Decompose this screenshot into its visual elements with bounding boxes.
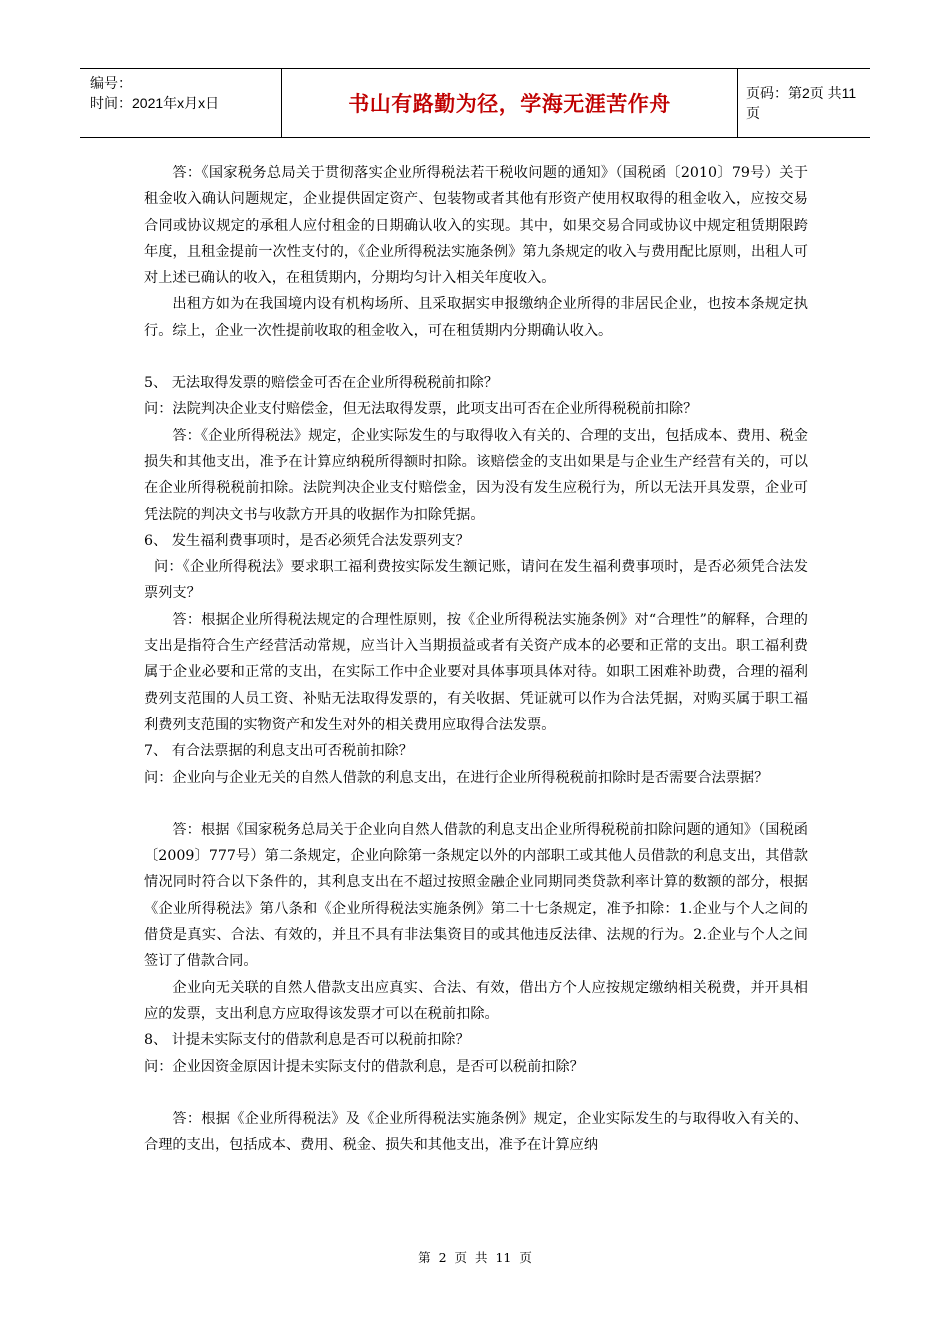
answer-text-6: 答：根据企业所得税法规定的合理性原则，按《企业所得税法实施条例》对“合理性”的解释，合理的支出是指符合生产经营活动常规，应当计入当期损益或者有关资产成本的必要和正常的支出。职工福利费属于企业必要和正常的支出，在实际工作中企业要对具体事项具体对待。如职工困难补助费，合理的福利费列支范围的人员工资、补贴无法取得发票的，有关收据、凭证就可以作为合法凭据，对购买属于职工福利费列支范围的实物资产和发生对外的相关费用应取得合法发票。 [144,611,808,733]
document-date: 时间：2021年x月x日 [90,95,220,111]
header-page-info: 页码：第2页 共11页 [746,85,857,121]
question-heading-5: 5、 无法取得发票的赔偿金可否在企业所得税税前扣除？ [144,375,499,392]
answer-text-7: 答：根据《国家税务总局关于企业向自然人借款的利息支出企业所得税税前扣除问题的通知》（国税函〔2009〕777号）第二条规定，企业向除第一条规定以外的内部职工或其他人员借款的利息支出，其借款情况同时符合以下条件的，其利息支出在不超过按照金融企业同期同类贷款利率计算的数额的部分，根据《企业所得税法》第八条和《企业所得税法实施条例》第二十七条规定，准予扣除：1.企业与个人之间的借贷是真实、合法、有效的，并且不具有非法集资目的或其他违反法律、法规的行为。2.企业与个人之间签订了借款合同。 [144,821,808,970]
question-text-5: 问：法院判决企业支付赔偿金，但无法取得发票，此项支出可否在企业所得税税前扣除？ [144,401,698,418]
header-table [80,68,870,138]
question-text-6: 问：《企业所得税法》要求职工福利费按实际发生额记账，请问在发生福利费事项时，是否必须凭合法发票列支？ [144,559,808,602]
document-number-label: 编号： [90,75,132,91]
question-heading-6: 6、 发生福利费事项时，是否必须凭合法发票列支？ [144,532,470,549]
header-motto: 书山有路勤为径，学海无涯苦作舟 [282,69,738,137]
question-heading-7: 7、 有合法票据的利息支出可否税前扣除？ [144,743,413,760]
question-heading-8: 8、 计提未实际支付的借款利息是否可以税前扣除？ [144,1032,470,1049]
answer-paragraph: 答：《国家税务总局关于贯彻落实企业所得税法若干税收问题的通知》（国税函〔2010〕79号）关于租金收入确认问题规定，企业提供固定资产、包装物或者其他有形资产使用权取得的租金收入，应按交易合同或协议规定的承租人应付租金的日期确认收入的实现。其中，如果交易合同或协议中规定租赁期限跨年度，且租金提前一次性支付的，《企业所得税法实施条例》第九条规定的收入与费用配比原则，出租人可对上述已确认的收入，在租赁期内，分期均匀计入相关年度收入。 [144,165,808,287]
question-text-8: 问：企业因资金原因计提未实际支付的借款利息，是否可以税前扣除？ [144,1058,584,1075]
answer-paragraph: 出租方如为在我国境内设有机构场所、且采取据实申报缴纳企业所得的非居民企业，也按本条规定执行。综上，企业一次性提前收取的租金收入，可在租赁期内分期确认收入。 [144,296,808,339]
document-body [144,160,808,1158]
question-text-7: 问：企业向与企业无关的自然人借款的利息支出，在进行企业所得税税前扣除时是否需要合法票据？ [144,769,769,786]
answer-text-8: 答：根据《企业所得税法》及《企业所得税法实施条例》规定，企业实际发生的与取得收入有关的、合理的支出，包括成本、费用、税金、损失和其他支出，准予在计算应纳 [144,1110,808,1154]
header-meta [80,69,282,137]
page-footer: 第 2 页 共 11 页 [418,1250,532,1265]
answer-text-5: 答：《企业所得税法》规定，企业实际发生的与取得收入有关的、合理的支出，包括成本、费用、税金损失和其他支出，准予在计算应纳税所得额时扣除。该赔偿金的支出如果是与企业生产经营有关的，可以在企业所得税税前扣除。法院判决企业支付赔偿金，因为没有发生应税行为，所以无法开具发票，企业可凭法院的判决文书与收款方开具的收据作为扣除凭据。 [144,427,808,523]
answer-text-7b: 企业向无关联的自然人借款支出应真实、合法、有效，借出方个人应按规定缴纳相关税费，并开具相应的发票，支出利息方应取得该发票才可以在税前扣除。 [144,979,808,1022]
